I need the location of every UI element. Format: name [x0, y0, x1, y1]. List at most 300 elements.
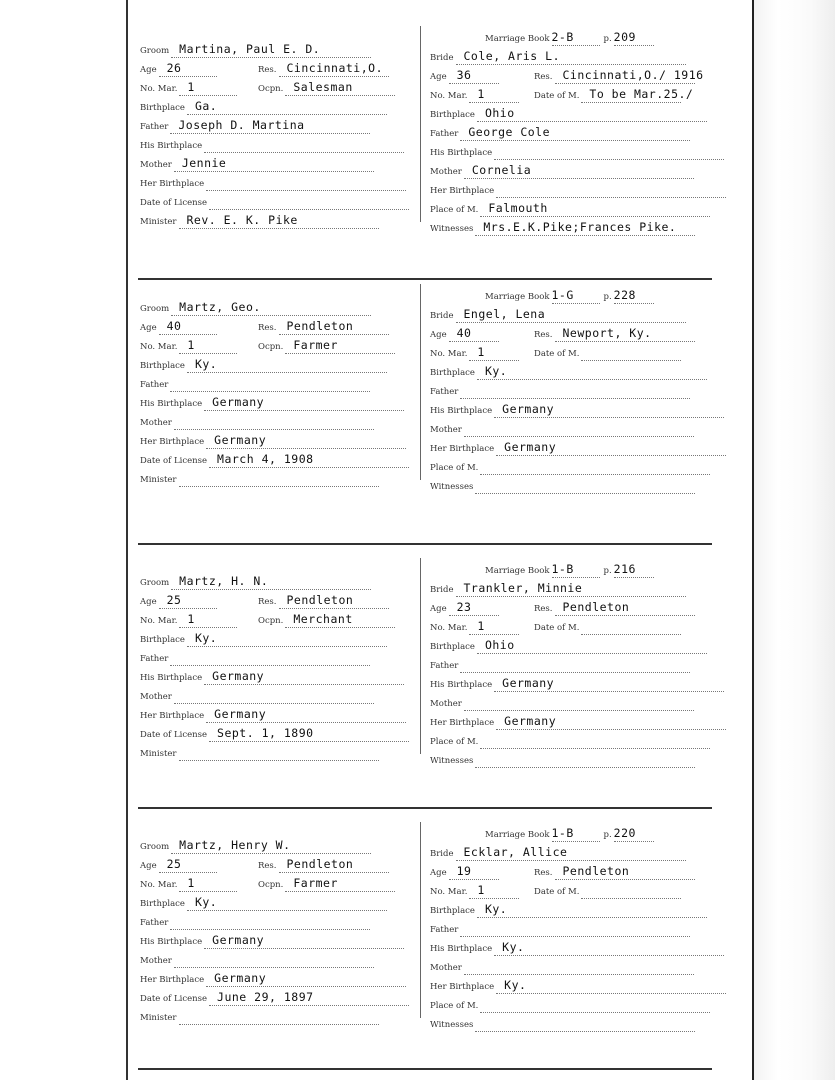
bride-birthplace-line — [477, 898, 707, 918]
bride-father-value — [460, 383, 468, 397]
groom-ocpn — [258, 76, 395, 94]
bride-mother — [430, 955, 694, 973]
bride-mother-line — [464, 159, 694, 179]
bride-her-birthplace-line — [496, 974, 726, 994]
groom-birthplace-label: Birthplace — [140, 635, 185, 645]
bride-name-value: Ecklar, Allice — [463, 845, 568, 859]
bride-age-label: Age — [430, 72, 447, 82]
groom-father — [140, 646, 370, 664]
groom-mother-line — [174, 948, 374, 968]
bride-res — [534, 322, 695, 340]
groom-ocpn-label: Ocpn. — [258, 342, 284, 352]
bride-his-birthplace-value: Germany — [502, 676, 555, 690]
bride-name-value: Trankler, Minnie — [463, 581, 583, 595]
groom-his-birthplace — [140, 929, 404, 947]
bride-her-birthplace-line — [496, 436, 726, 456]
bride-father-line — [460, 653, 690, 673]
bride-birthplace-label: Birthplace — [430, 110, 475, 120]
marriage-book-line — [552, 284, 600, 304]
groom-date-of-license-line — [209, 190, 409, 210]
bride-no-mar-line — [469, 615, 519, 635]
groom-his-birthplace-value — [204, 137, 212, 151]
groom-her-birthplace — [140, 703, 406, 721]
groom-no-mar-line — [179, 76, 237, 96]
bride-place-of-m-label: Place of M. — [430, 205, 479, 215]
groom-minister-label: Minister — [140, 749, 177, 759]
groom-his-birthplace — [140, 133, 404, 151]
bride-name-value: Engel, Lena — [463, 307, 546, 321]
groom-mother — [140, 948, 374, 966]
bride-name-line — [456, 577, 686, 597]
groom-her-birthplace-label: Her Birthplace — [140, 179, 205, 189]
groom-his-birthplace-label: His Birthplace — [140, 141, 203, 151]
bride-his-birthplace — [430, 672, 724, 690]
groom-ocpn-value: Farmer — [293, 338, 338, 352]
bride-father-label: Father — [430, 925, 459, 935]
groom-no-mar-label: No. Mar. — [140, 616, 178, 626]
bride-no-mar-line — [469, 341, 519, 361]
groom-birthplace — [140, 353, 387, 371]
groom-mother-line — [174, 684, 374, 704]
bride-place-of-m-value — [480, 459, 488, 473]
bride-witnesses-value — [475, 1016, 483, 1030]
bride-res-value: Newport, Ky. — [562, 326, 652, 340]
groom-birthplace-label: Birthplace — [140, 899, 185, 909]
groom-ocpn-line — [285, 76, 395, 96]
groom-mother-value: Jennie — [181, 156, 227, 170]
bride-date-of-m-value — [581, 883, 589, 897]
marriage-book-value: 1-G — [551, 288, 574, 302]
groom-age-line — [159, 315, 217, 335]
marriage-book-line — [552, 822, 600, 842]
groom-birthplace-line — [187, 95, 387, 115]
groom-birthplace-label: Birthplace — [140, 103, 185, 113]
groom-name-value: Martina, Paul E. D. — [179, 42, 321, 56]
bride-witnesses-value: Mrs.E.K.Pike;Frances Pike. — [483, 220, 677, 234]
bride-date-of-m-label: Date of M. — [534, 91, 580, 101]
groom-father-line — [170, 114, 370, 134]
bride-his-birthplace — [430, 936, 724, 954]
groom-age — [140, 853, 217, 871]
groom-ocpn-line — [285, 872, 395, 892]
bride-birthplace — [430, 634, 707, 652]
groom-name-label: Groom — [140, 46, 170, 56]
bride-date-of-m-line — [581, 615, 681, 635]
bride-mother-value: Cornelia — [471, 163, 532, 177]
bride-res-label: Res. — [534, 604, 553, 614]
groom-minister-label: Minister — [140, 217, 177, 227]
groom-mother-label: Mother — [140, 692, 172, 702]
bride-place-of-m-value — [480, 733, 488, 747]
groom-res-value: Pendleton — [286, 319, 354, 333]
bride-place-of-m-value — [480, 997, 488, 1011]
page-value: 216 — [613, 562, 636, 576]
bride-his-birthplace-label: His Birthplace — [430, 944, 493, 954]
bride-birthplace-label: Birthplace — [430, 368, 475, 378]
groom-minister-value — [179, 471, 187, 485]
groom-name-line — [171, 296, 371, 316]
bride-age-line — [449, 596, 499, 616]
bride-no-mar-label: No. Mar. — [430, 623, 468, 633]
bride-res-line — [555, 64, 704, 84]
bride-no-mar-label: No. Mar. — [430, 887, 468, 897]
groom-father-label: Father — [140, 654, 169, 664]
bride-father-value — [460, 657, 468, 671]
bride-age-value: 40 — [456, 326, 472, 340]
bride-his-birthplace-label: His Birthplace — [430, 680, 493, 690]
bride-her-birthplace-value: Ky. — [504, 978, 527, 992]
bride-place-of-m — [430, 993, 710, 1011]
bride-date-of-m-label: Date of M. — [534, 349, 580, 359]
bride-mother-label: Mother — [430, 699, 462, 709]
groom-father-value: Joseph D. Martina — [178, 118, 305, 132]
groom-father-line — [170, 646, 370, 666]
groom-date-of-license — [140, 986, 409, 1004]
groom-res-label: Res. — [258, 323, 277, 333]
bride-mother-line — [464, 417, 694, 437]
bride-name — [430, 303, 686, 321]
groom-her-birthplace-label: Her Birthplace — [140, 975, 205, 985]
groom-date-of-license-label: Date of License — [140, 730, 208, 740]
bride-mother-line — [464, 955, 694, 975]
groom-no-mar-line — [179, 608, 237, 628]
bride-place-of-m — [430, 729, 710, 747]
groom-his-birthplace-value: Germany — [212, 395, 265, 409]
groom-age-value: 26 — [166, 61, 182, 75]
bride-mother — [430, 417, 694, 435]
groom-name-label: Groom — [140, 842, 170, 852]
bride-her-birthplace-value: Germany — [504, 440, 557, 454]
groom-age-label: Age — [140, 323, 157, 333]
groom-no-mar-value: 1 — [187, 612, 195, 626]
groom-res-label: Res. — [258, 597, 277, 607]
groom-mother — [140, 410, 374, 428]
groom-her-birthplace — [140, 429, 406, 447]
bride-his-birthplace-label: His Birthplace — [430, 406, 493, 416]
groom-mother-line — [174, 152, 374, 172]
groom-mother — [140, 684, 374, 702]
marriage-book-label: Marriage Book — [485, 292, 550, 302]
bride-no-mar — [430, 615, 519, 633]
bride-birthplace-line — [477, 634, 707, 654]
bride-res-value: Cincinnati,O./ 1916 — [562, 68, 704, 82]
marriage-book-ref — [485, 822, 654, 840]
groom-father — [140, 910, 370, 928]
bride-father-value: George Cole — [468, 125, 551, 139]
page-value: 209 — [613, 30, 636, 44]
record-separator — [138, 1068, 712, 1070]
groom-her-birthplace-value: Germany — [214, 433, 267, 447]
page-value: 228 — [613, 288, 636, 302]
groom-father-label: Father — [140, 122, 169, 132]
bride-age — [430, 64, 499, 82]
record-separator — [138, 807, 712, 809]
bride-no-mar-label: No. Mar. — [430, 349, 468, 359]
groom-birthplace-value: Ky. — [194, 631, 218, 645]
groom-age-line — [159, 853, 217, 873]
bride-his-birthplace-line — [494, 672, 724, 692]
bride-age-value: 19 — [456, 864, 472, 878]
groom-age — [140, 315, 217, 333]
bride-name-label: Bride — [430, 53, 454, 63]
groom-name — [140, 296, 371, 314]
groom-minister-value: Rev. E. K. Pike — [186, 213, 298, 227]
groom-minister — [140, 741, 379, 759]
groom-name-value: Martz, Henry W. — [179, 838, 291, 852]
bride-age-value: 23 — [456, 600, 472, 614]
bride-witnesses-line — [475, 748, 695, 768]
bride-her-birthplace-line — [496, 710, 726, 730]
bride-witnesses-label: Witnesses — [430, 224, 474, 234]
bride-mother-value — [464, 421, 472, 435]
groom-date-of-license-line — [209, 448, 409, 468]
bride-his-birthplace — [430, 398, 724, 416]
bride-his-birthplace-value: Ky. — [502, 940, 525, 954]
groom-no-mar — [140, 76, 237, 94]
marriage-book-label: Marriage Book — [485, 830, 550, 840]
bride-date-of-m — [534, 615, 681, 633]
groom-her-birthplace-label: Her Birthplace — [140, 711, 205, 721]
bride-birthplace-line — [477, 360, 707, 380]
bride-date-of-m-value — [581, 619, 589, 633]
bride-name — [430, 45, 686, 63]
groom-age-value: 25 — [166, 593, 182, 607]
bride-her-birthplace — [430, 436, 726, 454]
groom-ocpn — [258, 608, 395, 626]
bride-no-mar — [430, 879, 519, 897]
groom-his-birthplace-line — [204, 133, 404, 153]
bride-father — [430, 379, 690, 397]
bride-date-of-m — [534, 879, 681, 897]
bride-age-line — [449, 860, 499, 880]
bride-place-of-m-label: Place of M. — [430, 737, 479, 747]
groom-mother-label: Mother — [140, 160, 172, 170]
groom-father — [140, 114, 370, 132]
groom-minister-line — [179, 741, 379, 761]
groom-his-birthplace — [140, 391, 404, 409]
bride-his-birthplace-value: Germany — [502, 402, 555, 416]
record-divider — [420, 822, 421, 1018]
bride-his-birthplace-value — [494, 144, 502, 158]
bride-his-birthplace — [430, 140, 724, 158]
bride-witnesses-value — [475, 752, 483, 766]
bride-birthplace-line — [477, 102, 707, 122]
groom-minister-line — [179, 467, 379, 487]
bride-name-value: Cole, Aris L. — [463, 49, 561, 63]
bride-age-label: Age — [430, 330, 447, 340]
groom-ocpn-value: Farmer — [293, 876, 338, 890]
bride-name-label: Bride — [430, 311, 454, 321]
groom-his-birthplace-label: His Birthplace — [140, 399, 203, 409]
bride-her-birthplace-label: Her Birthplace — [430, 444, 495, 454]
bride-his-birthplace-line — [494, 936, 724, 956]
bride-name — [430, 577, 686, 595]
groom-his-birthplace-label: His Birthplace — [140, 673, 203, 683]
groom-father-line — [170, 372, 370, 392]
groom-date-of-license — [140, 722, 409, 740]
bride-mother-value — [464, 959, 472, 973]
groom-no-mar-value: 1 — [187, 876, 195, 890]
groom-date-of-license-value: June 29, 1897 — [217, 990, 314, 1004]
bride-date-of-m-line — [581, 879, 681, 899]
bride-his-birthplace-line — [494, 398, 724, 418]
bride-father — [430, 121, 690, 139]
groom-date-of-license-label: Date of License — [140, 456, 208, 466]
groom-his-birthplace-line — [204, 391, 404, 411]
groom-minister — [140, 467, 379, 485]
groom-his-birthplace-line — [204, 929, 404, 949]
bride-res — [534, 860, 695, 878]
groom-name-label: Groom — [140, 304, 170, 314]
groom-name-line — [171, 38, 371, 58]
bride-name-line — [456, 841, 686, 861]
bride-res-value: Pendleton — [562, 600, 630, 614]
bride-res-value: Pendleton — [562, 864, 630, 878]
bride-birthplace-value: Ky. — [484, 902, 508, 916]
groom-res — [258, 315, 389, 333]
bride-her-birthplace-value — [496, 182, 504, 196]
groom-ocpn-line — [285, 334, 395, 354]
groom-birthplace — [140, 891, 387, 909]
page-label: p. — [603, 830, 612, 840]
bride-place-of-m-label: Place of M. — [430, 463, 479, 473]
bride-her-birthplace — [430, 710, 726, 728]
groom-mother-label: Mother — [140, 956, 172, 966]
groom-name-value: Martz, Geo. — [179, 300, 261, 314]
page-line — [614, 284, 654, 304]
marriage-book-value: 2-B — [551, 30, 574, 44]
groom-birthplace — [140, 95, 387, 113]
groom-birthplace-line — [187, 353, 387, 373]
groom-name-value: Martz, H. N. — [179, 574, 269, 588]
bride-mother-label: Mother — [430, 167, 462, 177]
record-divider — [420, 26, 421, 222]
bride-date-of-m-label: Date of M. — [534, 887, 580, 897]
bride-res-label: Res. — [534, 868, 553, 878]
groom-no-mar — [140, 608, 237, 626]
bride-father — [430, 653, 690, 671]
groom-res — [258, 853, 389, 871]
groom-date-of-license-label: Date of License — [140, 994, 208, 1004]
bride-no-mar-value: 1 — [477, 883, 485, 897]
groom-ocpn-value: Salesman — [293, 80, 353, 94]
groom-her-birthplace-label: Her Birthplace — [140, 437, 205, 447]
bride-place-of-m-value: Falmouth — [488, 201, 548, 215]
groom-father-value — [170, 376, 178, 390]
bride-name-label: Bride — [430, 585, 454, 595]
groom-minister-line — [179, 1005, 379, 1025]
page-line — [614, 26, 654, 46]
bride-mother-value — [464, 695, 472, 709]
bride-witnesses — [430, 216, 695, 234]
marriage-book-line — [552, 558, 600, 578]
groom-ocpn — [258, 334, 395, 352]
bride-no-mar-line — [469, 83, 519, 103]
groom-minister-label: Minister — [140, 475, 177, 485]
bride-place-of-m-line — [480, 729, 710, 749]
page-label: p. — [603, 292, 612, 302]
groom-ocpn-label: Ocpn. — [258, 880, 284, 890]
marriage-book-ref — [485, 558, 654, 576]
bride-father-line — [460, 379, 690, 399]
groom-no-mar-line — [179, 872, 237, 892]
groom-age-label: Age — [140, 861, 157, 871]
groom-minister — [140, 1005, 379, 1023]
bride-res-label: Res. — [534, 72, 553, 82]
groom-his-birthplace-label: His Birthplace — [140, 937, 203, 947]
bride-mother-label: Mother — [430, 425, 462, 435]
bride-place-of-m-line — [480, 197, 710, 217]
groom-her-birthplace-value: Germany — [214, 971, 267, 985]
bride-no-mar — [430, 341, 519, 359]
groom-res-value: Pendleton — [286, 593, 354, 607]
groom-no-mar-label: No. Mar. — [140, 84, 178, 94]
bride-age-label: Age — [430, 604, 447, 614]
groom-no-mar — [140, 334, 237, 352]
bride-age-label: Age — [430, 868, 447, 878]
groom-res-line — [279, 315, 389, 335]
page-line — [614, 558, 654, 578]
groom-mother-line — [174, 410, 374, 430]
bride-birthplace-value: Ohio — [484, 106, 515, 120]
groom-age-line — [159, 57, 217, 77]
bride-date-of-m — [534, 341, 681, 359]
groom-res-line — [279, 589, 389, 609]
groom-age — [140, 589, 217, 607]
groom-res-value: Pendleton — [286, 857, 354, 871]
groom-name — [140, 38, 371, 56]
groom-age-label: Age — [140, 65, 157, 75]
bride-her-birthplace — [430, 974, 726, 992]
bride-her-birthplace — [430, 178, 726, 196]
bride-her-birthplace-label: Her Birthplace — [430, 718, 495, 728]
groom-ocpn-value: Merchant — [293, 612, 353, 626]
bride-mother — [430, 691, 694, 709]
groom-minister — [140, 209, 379, 227]
groom-birthplace-line — [187, 891, 387, 911]
marriage-book-value: 1-B — [551, 826, 574, 840]
bride-her-birthplace-label: Her Birthplace — [430, 982, 495, 992]
groom-mother-value — [174, 688, 182, 702]
groom-date-of-license-line — [209, 722, 409, 742]
bride-father-label: Father — [430, 661, 459, 671]
bride-father-label: Father — [430, 387, 459, 397]
bride-birthplace — [430, 360, 707, 378]
bride-birthplace-label: Birthplace — [430, 906, 475, 916]
bride-res-line — [555, 596, 695, 616]
bride-place-of-m-label: Place of M. — [430, 1001, 479, 1011]
bride-res-label: Res. — [534, 330, 553, 340]
page-value: 220 — [613, 826, 636, 840]
groom-age-value: 40 — [166, 319, 182, 333]
groom-her-birthplace-value — [206, 175, 214, 189]
bride-date-of-m-label: Date of M. — [534, 623, 580, 633]
groom-his-birthplace-value: Germany — [212, 933, 265, 947]
groom-no-mar-label: No. Mar. — [140, 880, 178, 890]
groom-father-value — [170, 650, 178, 664]
bride-res-line — [555, 860, 695, 880]
groom-age — [140, 57, 217, 75]
bride-birthplace-label: Birthplace — [430, 642, 475, 652]
record-divider — [420, 558, 421, 754]
bride-her-birthplace-label: Her Birthplace — [430, 186, 495, 196]
bride-birthplace — [430, 898, 707, 916]
groom-name-line — [171, 570, 371, 590]
bride-age — [430, 596, 499, 614]
bride-age-line — [449, 322, 499, 342]
bride-name-line — [456, 45, 686, 65]
groom-her-birthplace — [140, 171, 406, 189]
